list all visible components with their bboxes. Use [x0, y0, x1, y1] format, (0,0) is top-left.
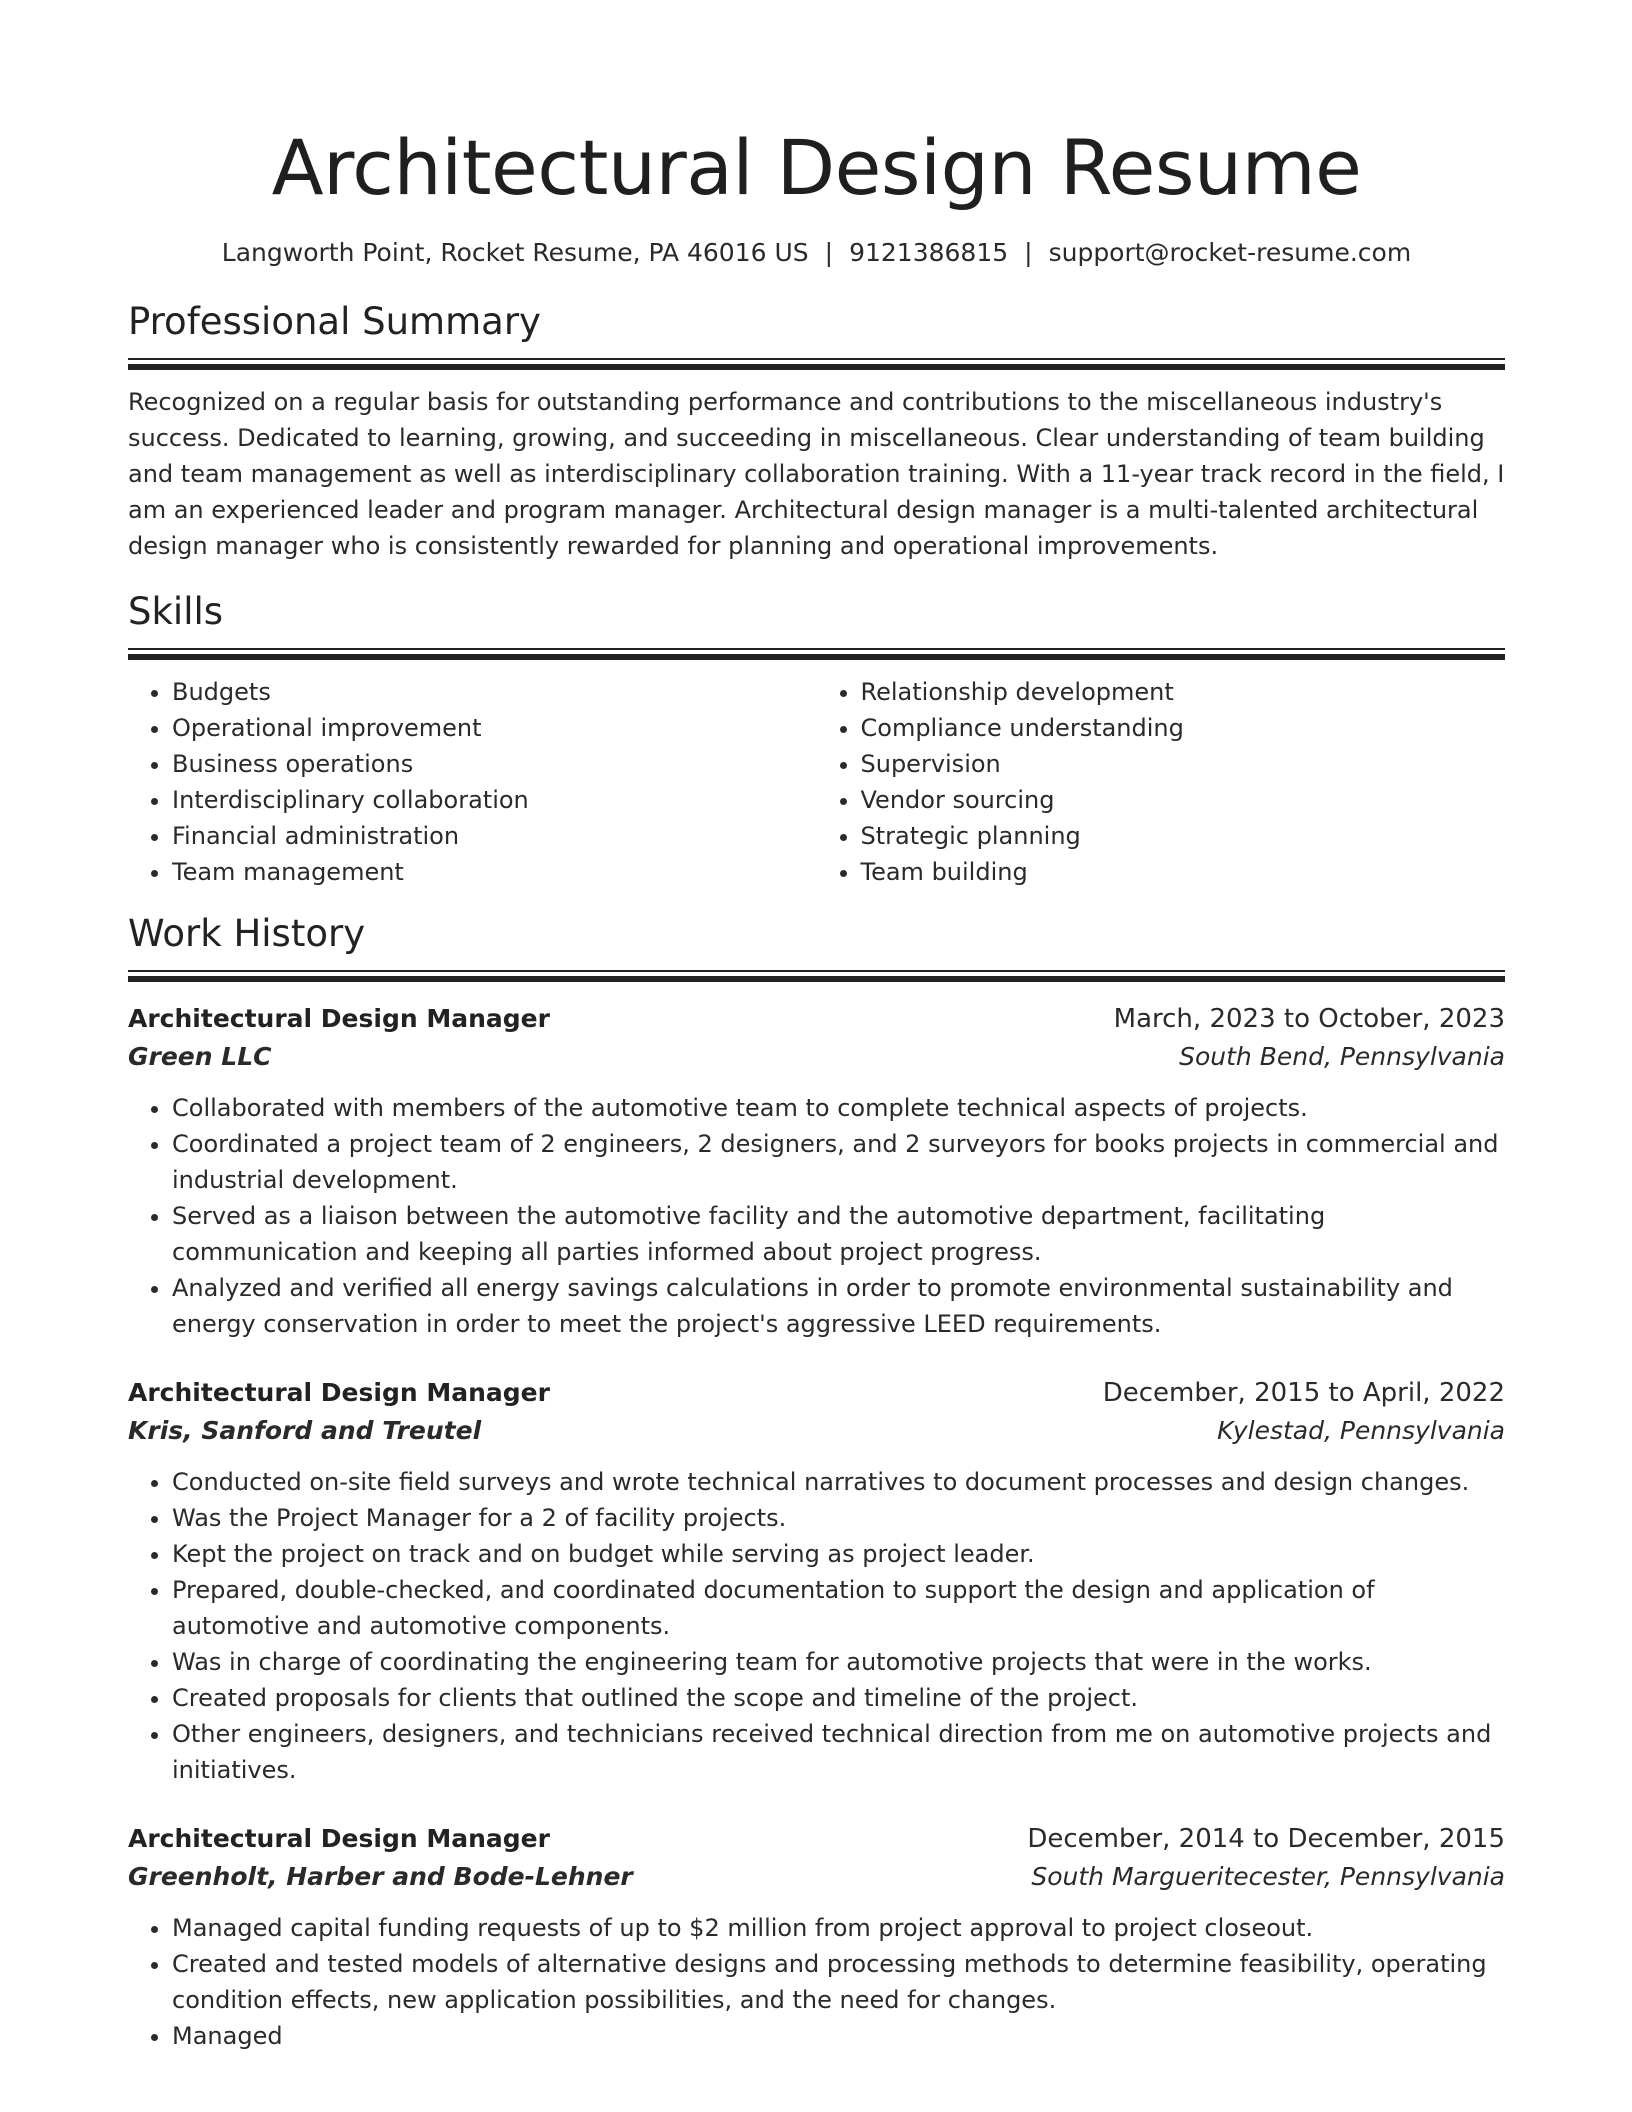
job-bullet: • Other engineers, designers, and technicians received technical direction from me on automotive projects and initiatives.	[172, 1716, 1505, 1788]
contact-separator: |	[824, 238, 834, 267]
job-bullet: • Collaborated with members of the automotive team to complete technical aspects of projects.	[172, 1090, 1505, 1126]
job-header-row	[128, 1000, 1505, 1038]
job-bullet: • Managed	[172, 2018, 1505, 2054]
job-location: South Margueritecester, Pennsylvania	[1031, 1862, 1505, 1891]
skill-item: • Strategic planning	[861, 818, 1506, 854]
job-company: Green LLC	[128, 1042, 272, 1071]
skill-item: • Business operations	[172, 746, 817, 782]
job-bullet: • Was in charge of coordinating the engineering team for automotive projects that were in the works.	[172, 1644, 1505, 1680]
job-title: Architectural Design Manager	[128, 1824, 550, 1853]
job-company: Kris, Sanford and Treutel	[128, 1416, 482, 1445]
contact-separator: |	[1024, 238, 1033, 267]
skills-section	[128, 588, 1505, 890]
job-bullet: • Kept the project on track and on budget while serving as project leader.	[172, 1536, 1505, 1572]
skills-list-right	[817, 674, 1506, 890]
resume-title: Architectural Design Resume	[271, 123, 1362, 212]
job-bullet: • Served as a liaison between the automotive facility and the automotive department, facilitating communication and keeping all parties informed about project progress.	[172, 1198, 1505, 1270]
skill-item: • Financial administration	[172, 818, 817, 854]
section-title-summary: Professional Summary	[128, 300, 541, 343]
job-subheader-row	[128, 1038, 1505, 1076]
job-header-row	[128, 1374, 1505, 1412]
job-bullet: • Prepared, double-checked, and coordinated documentation to support the design and application of automotive and automotive components.	[172, 1572, 1505, 1644]
section-title-work-history: Work History	[128, 912, 366, 955]
job-bullet: • Conducted on-site field surveys and wrote technical narratives to document processes and design changes.	[172, 1464, 1505, 1500]
skills-grid	[128, 674, 1505, 890]
contact-line	[128, 236, 1505, 270]
job-dates: December, 2015 to April, 2022	[1102, 1378, 1505, 1408]
job-location: South Bend, Pennsylvania	[1179, 1042, 1505, 1071]
skills-list-left	[128, 674, 817, 890]
job-bullets	[128, 1910, 1505, 2054]
summary-text: Recognized on a regular basis for outstanding performance and contributions to the miscellaneous industry's success. Dedicated to learning, growing, and succeeding in miscellaneous. Clear understanding of team building and team management as well as interdisciplinary collaboration training. With a 11-year track record in the field, I am an experienced leader and program manager. Architectural design manager is a multi-talented architectural design manager who is consistently rewarded for planning and operational improvements.	[128, 388, 1505, 560]
job-bullet: • Managed capital funding requests of up to $2 million from project approval to project closeout.	[172, 1910, 1505, 1946]
skill-item: • Team building	[861, 854, 1506, 890]
job-bullet: • Analyzed and verified all energy savings calculations in order to promote environmental sustainability and energy conservation in order to meet the project's aggressive LEED requirements.	[172, 1270, 1505, 1342]
job-bullets	[128, 1090, 1505, 1342]
job-company: Greenholt, Harber and Bode-Lehner	[128, 1862, 633, 1891]
contact-phone: 9121386815	[849, 238, 1009, 267]
job-title: Architectural Design Manager	[128, 1004, 550, 1033]
job-dates: December, 2014 to December, 2015	[1027, 1824, 1505, 1854]
job-title: Architectural Design Manager	[128, 1378, 550, 1407]
contact-email: support@rocket-resume.com	[1048, 238, 1412, 267]
job-subheader-row	[128, 1412, 1505, 1450]
skill-item: • Operational improvement	[172, 710, 817, 746]
job-location: Kylestad, Pennsylvania	[1217, 1416, 1505, 1445]
job-dates: March, 2023 to October, 2023	[1113, 1004, 1505, 1034]
skill-item: • Supervision	[861, 746, 1506, 782]
job-bullet: • Created proposals for clients that outlined the scope and timeline of the project.	[172, 1680, 1505, 1716]
job-subheader-row	[128, 1858, 1505, 1896]
job-entry	[128, 1374, 1505, 1788]
skill-item: • Relationship development	[861, 674, 1506, 710]
job-bullet: • Coordinated a project team of 2 engineers, 2 designers, and 2 surveyors for books projects in commercial and industrial development.	[172, 1126, 1505, 1198]
job-header-row	[128, 1820, 1505, 1858]
job-bullet: • Created and tested models of alternative designs and processing methods to determine feasibility, operating condition effects, new application possibilities, and the need for changes.	[172, 1946, 1505, 2018]
section-divider	[128, 970, 1505, 982]
summary-section	[128, 298, 1505, 564]
skill-item: • Team management	[172, 854, 817, 890]
section-divider	[128, 358, 1505, 370]
job-entry	[128, 1000, 1505, 1342]
job-entry	[128, 1820, 1505, 2054]
skill-item: • Budgets	[172, 674, 817, 710]
contact-address: Langworth Point, Rocket Resume, PA 46016 US	[221, 238, 809, 267]
job-bullet: • Was the Project Manager for a 2 of facility projects.	[172, 1500, 1505, 1536]
job-bullets	[128, 1464, 1505, 1788]
skill-item: • Compliance understanding	[861, 710, 1506, 746]
work-history-section	[128, 910, 1505, 2054]
section-divider	[128, 648, 1505, 660]
section-title-skills: Skills	[128, 590, 224, 633]
skill-item: • Interdisciplinary collaboration	[172, 782, 817, 818]
skill-item: • Vendor sourcing	[861, 782, 1506, 818]
